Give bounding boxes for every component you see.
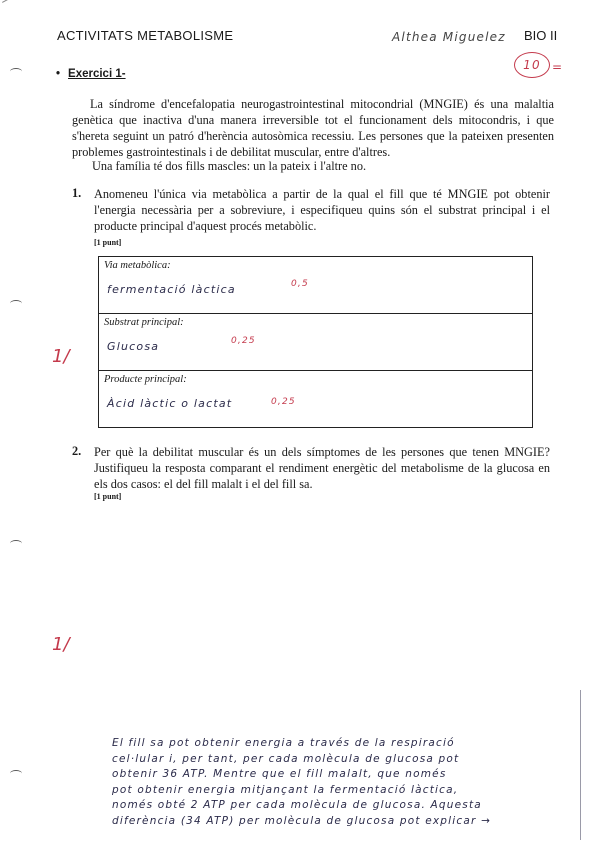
exercise-intro: La síndrome d'encefalopatia neurogastrointestinal mitocondrial (MNGIE) és una malaltia genètica que inactiva d'una manera irreversible tot el funcionament dels mitocondris, i que s'hereta seguint un patró d'herència autosòmica recessiu. Les persones que la pateixen presenten problemes gastrointestinals i de debilitat muscular, entre d'altres. [72,97,554,159]
question-1-margin-score: 1/ [52,346,70,367]
question-2-text: Per què la debilitat muscular és un dels símptomes de les persones que tenen MNGIE? Justifiqueu la resposta comparant el rendiment energètic del metabolisme de la glucosa en els dos casos: el del fill malalt i el del fill sa. [94,445,550,491]
answer-row-score: 0,25 [231,336,256,346]
answer-row-substrate [99,314,532,371]
bullet: • [56,68,61,80]
question-2-points: [1 punt] [94,492,122,501]
course-label: BIO II [524,28,558,43]
document-title: ACTIVITATS METABOLISME [57,28,234,43]
answer-row-value: fermentació làctica [107,283,236,296]
answer-row-label: Substrat principal: [104,317,184,328]
answer-row-value: Glucosa [107,340,160,353]
question-2-margin-score: 1/ [52,634,70,655]
question-1-text: Anomeneu l'única via metabòlica a partir de la qual el fill que té MNGIE pot obtenir l'energia necessària per a sobreviure, i especifiqueu quins són el substrat principal i el producte principal d'aquest procés metabòlic. [94,187,550,233]
scan-corner-line [2,0,38,3]
question-2-number: 2. [72,444,82,458]
answer-row-value: Àcid làctic o lactat [107,397,233,410]
question-1-points: [1 punt] [94,238,122,247]
handwritten-line: només obté 2 ATP per cada molècula de glucosa. Aquesta [112,799,482,811]
handwritten-line: obtenir 36 ATP. Mentre que el fill malalt, que només [112,768,447,780]
punch-hole-mark [10,770,22,777]
answer-row-product [99,371,532,427]
punch-hole-mark [10,300,22,307]
handwritten-line: El fill sa pot obtenir energia a través de la respiració [112,737,455,749]
answer-row-label: Producte principal: [104,374,187,385]
punch-hole-mark [10,68,22,75]
answer-row-pathway [99,257,532,314]
question-1-number: 1. [72,186,82,200]
answer-row-score: 0,5 [291,279,309,289]
exercise-intro-family: Una família té dos fills mascles: un la pateix i l'altre no. [92,159,367,173]
exercise-heading-text: Exercici 1- [68,68,126,80]
student-name: Althea Miguelez [392,30,506,44]
question-2-handwritten-answer [112,736,582,829]
handwritten-line: diferència (34 ATP) per molècula de glucosa pot explicar → [112,814,492,827]
answer-row-label: Via metabòlica: [104,260,171,271]
handwritten-line: cel·lular i, per tant, per cada molècula de glucosa pot [112,752,460,765]
punch-hole-mark [10,540,22,547]
answer-row-score: 0,25 [271,397,296,407]
question-1-answer-table [98,256,533,428]
handwritten-line: pot obtenir energia mitjançant la fermentació làctica, [112,783,459,796]
grade-circle: 10 [514,52,550,78]
grade-mark: = [552,60,564,74]
exercise-heading [56,68,126,80]
